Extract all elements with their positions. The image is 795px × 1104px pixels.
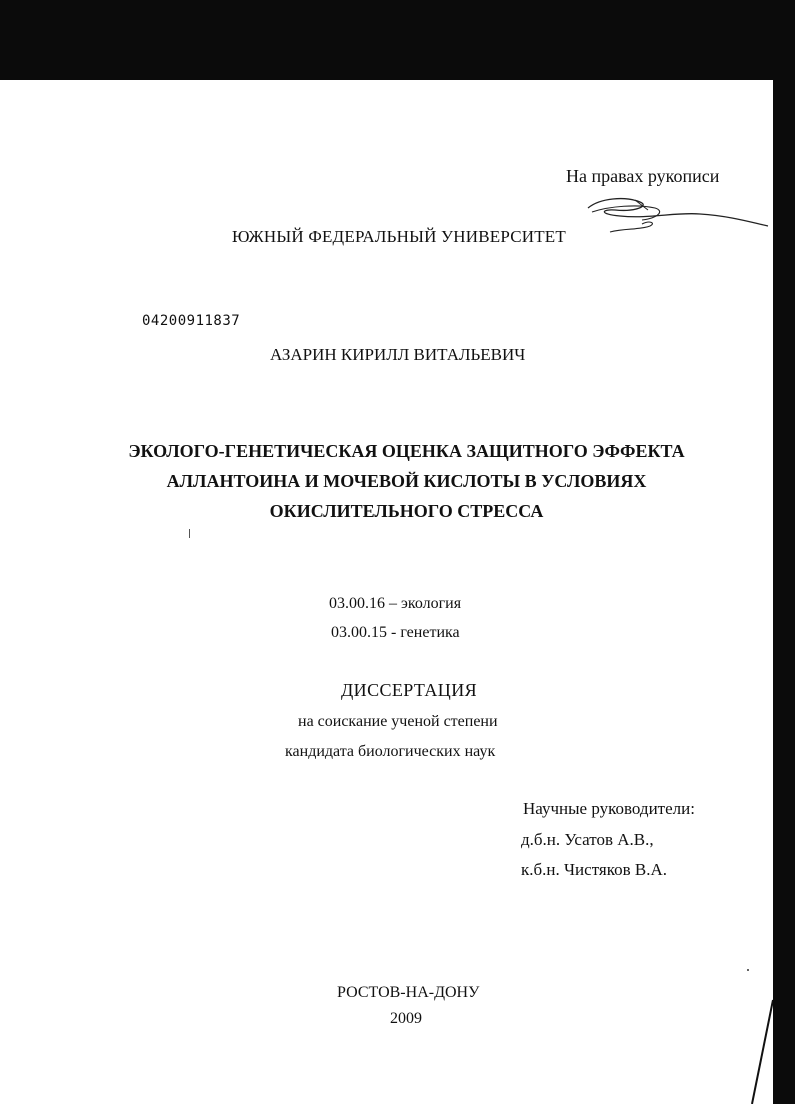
supervisors-heading: Научные руководители: [523, 799, 695, 818]
scan-artifact-line [730, 960, 773, 1104]
manuscript-rights-label: На правах рукописи [566, 166, 720, 186]
degree-line: кандидата биологических наук [285, 743, 496, 760]
city: РОСТОВ-НА-ДОНУ [337, 984, 480, 1001]
specialty-code: 03.00.16 – экология [329, 595, 462, 612]
dissertation-title-line: ЭКОЛОГО-ГЕНЕТИЧЕСКАЯ ОЦЕНКА ЗАЩИТНОГО ЭФФЕКТА [128, 441, 685, 461]
university-name: ЮЖНЫЙ ФЕДЕРАЛЬНЫЙ УНИВЕРСИТЕТ [232, 227, 566, 246]
author-name: АЗАРИН КИРИЛЛ ВИТАЛЬЕВИЧ [270, 345, 526, 364]
specialty-code: 03.00.15 - генетика [331, 624, 460, 641]
year: 2009 [390, 1010, 422, 1027]
supervisor-name: д.б.н. Усатов А.В., [521, 830, 654, 849]
scan-border-right [773, 0, 795, 1104]
dissertation-title-line: ОКИСЛИТЕЛЬНОГО СТРЕССА [269, 501, 544, 521]
document-code: 04200911837 [142, 313, 241, 329]
document-type: ДИССЕРТАЦИЯ [341, 680, 478, 700]
supervisor-name: к.б.н. Чистяков В.А. [521, 860, 668, 879]
degree-line: на соискание ученой степени [298, 713, 498, 730]
handwritten-signature [580, 188, 770, 238]
scan-border-top [0, 0, 795, 80]
scan-artifact [189, 529, 190, 538]
dissertation-title-line: АЛЛАНТОИНА И МОЧЕВОЙ КИСЛОТЫ В УСЛОВИЯХ [166, 471, 647, 491]
